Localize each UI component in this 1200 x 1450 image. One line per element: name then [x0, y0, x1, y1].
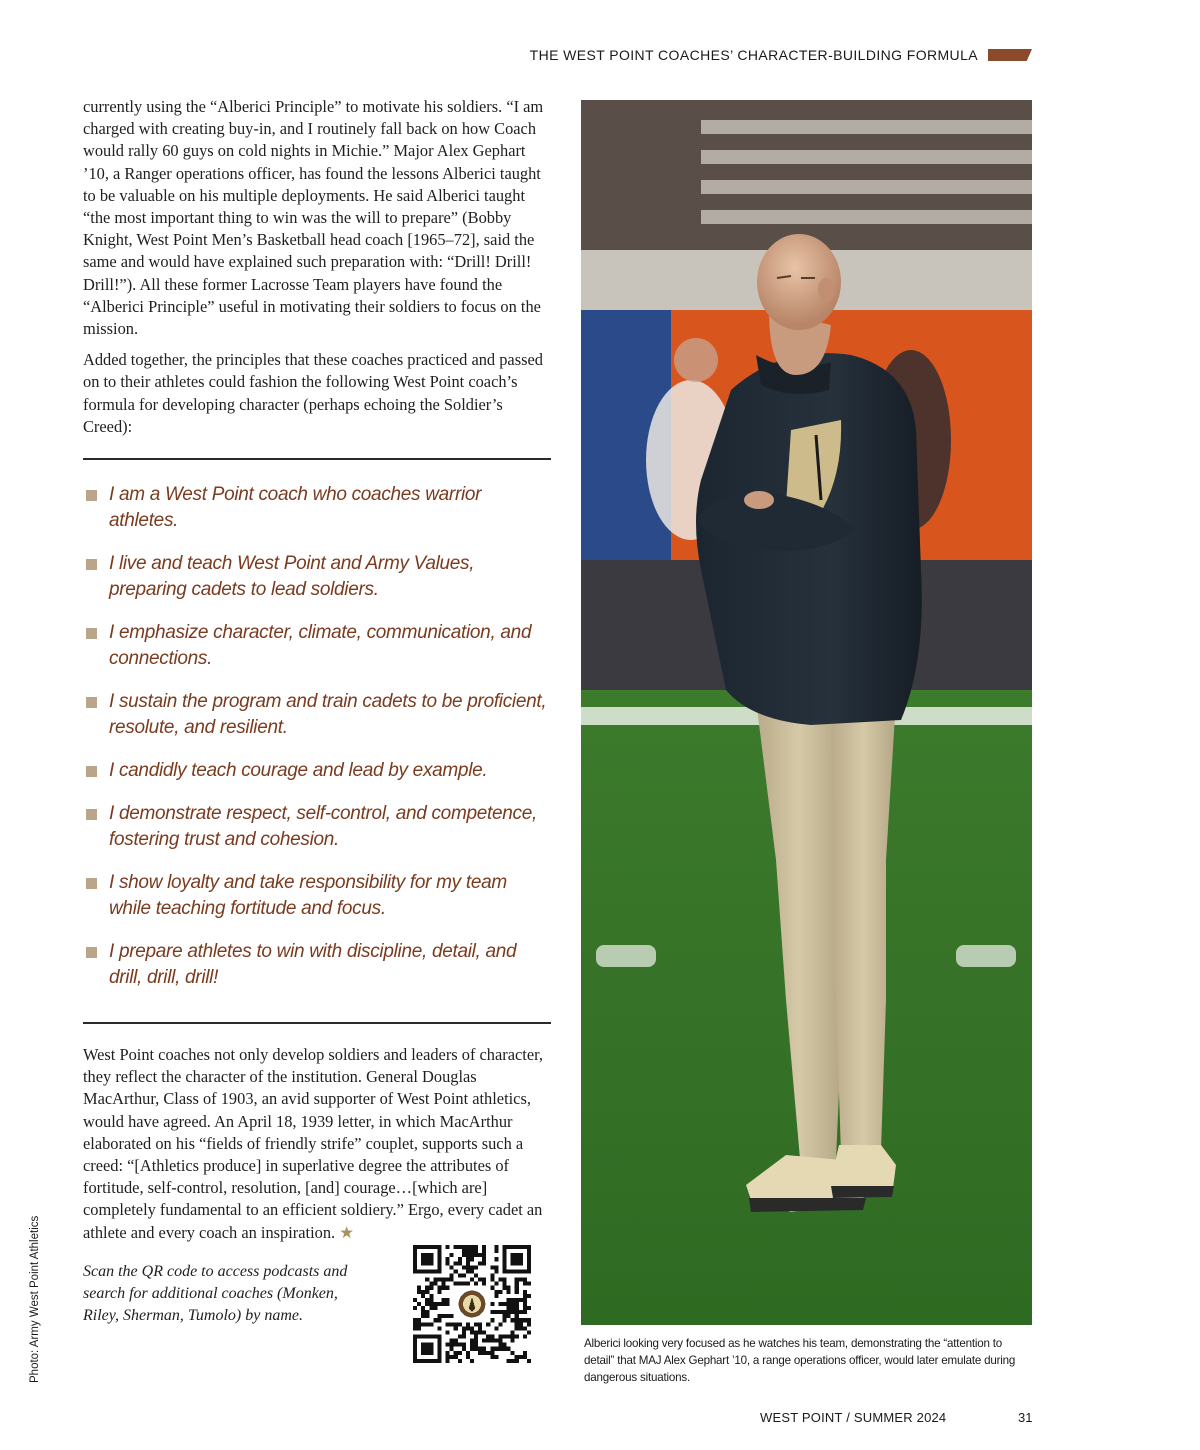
creed-item-text: I sustain the program and train cadets to be proficient, resolute, and resilient. — [109, 691, 547, 739]
article-column — [83, 96, 551, 1363]
creed-item — [83, 551, 551, 603]
creed-item-text: I am a West Point coach who coaches warrior athletes. — [109, 484, 482, 532]
square-bullet-icon — [86, 490, 97, 501]
qr-instruction: Scan the QR code to access podcasts and search for additional coaches (Monken, Riley, Sherman, Tumolo) by name. — [83, 1262, 348, 1325]
creed-item — [83, 689, 551, 741]
coach-photo-illustration — [581, 100, 1032, 1325]
qr-code-icon[interactable] — [413, 1245, 531, 1363]
creed-item-text: I live and teach West Point and Army Values, preparing cadets to lead soldiers. — [109, 553, 475, 601]
footer-publication: WEST POINT / SUMMER 2024 — [760, 1410, 947, 1425]
article-paragraph-3 — [83, 1044, 551, 1244]
square-bullet-icon — [86, 697, 97, 708]
running-header-title: THE WEST POINT COACHES’ CHARACTER-BUILDING FORMULA — [529, 47, 978, 63]
creed-item — [83, 620, 551, 672]
creed-item-text: I candidly teach courage and lead by example. — [109, 760, 488, 782]
coach-photo — [581, 100, 1032, 1325]
square-bullet-icon — [86, 559, 97, 570]
photo-credit: Photo: Army West Point Athletics — [29, 1215, 41, 1383]
running-header — [530, 47, 1032, 63]
coach-creed-list — [83, 460, 551, 1022]
page-number: 31 — [1018, 1410, 1033, 1425]
square-bullet-icon — [86, 947, 97, 958]
creed-bottom-rule — [83, 1022, 551, 1024]
creed-item — [83, 801, 551, 853]
header-accent-bar — [988, 49, 1032, 61]
creed-item — [83, 870, 551, 922]
article-paragraph-1: currently using the “Alberici Principle” to motivate his soldiers. “I am charged with creating buy-in, and I routinely fall back on how Coach would rally 60 guys on cold nights in Michie.” Major Alex Gephart ’10, a Ranger operations officer, has found the lessons Alberici taught to be valuable on his multiple deployments. He said Alberici taught “the most important thing to win was the will to prepare” (Bobby Knight, West Point Men’s Basketball head coach [1965–72], said the same and would have explained such preparation with: “Drill! Drill! Drill!”). All these former Lacrosse Team players have found the “Alberici Principle” useful in motivating their soldiers to focus on the mission. — [83, 97, 544, 339]
article-paragraph-2: Added together, the principles that these coaches practiced and passed on to their athletes could fashion the following West Point coach’s formula for developing character (perhaps echoing the Soldier’s Creed): — [83, 350, 543, 436]
article-paragraph-3-text: West Point coaches not only develop soldiers and leaders of character, they reflect the character of the institution. General Douglas MacArthur, Class of 1903, an avid supporter of West Point athletics, would have agreed. An April 18, 1939 letter, in which MacArthur elaborated on his “fields of friendly strife” couplet, supports such a creed: “[Athletics produce] in superlative degree the attributes of fortitude, self-control, resolution, [and] courage…[which are] completely fundamental to an efficient soldiery.” Ergo, every cadet an athlete and every coach an inspiration. — [83, 1045, 543, 1242]
creed-item-text: I demonstrate respect, self-control, and competence, fostering trust and cohesion. — [109, 803, 537, 851]
creed-item-text: I emphasize character, climate, communication, and connections. — [109, 622, 532, 670]
square-bullet-icon — [86, 766, 97, 777]
square-bullet-icon — [86, 878, 97, 889]
creed-item — [83, 939, 551, 991]
creed-item — [83, 758, 551, 784]
creed-item-text: I prepare athletes to win with discipline, detail, and drill, drill, drill! — [109, 941, 517, 989]
square-bullet-icon — [86, 809, 97, 820]
photo-caption: Alberici looking very focused as he watches his team, demonstrating the “attention to detail” that MAJ Alex Gephart ’10, a range operations officer, would later emulate during dangerous situations. — [584, 1337, 1016, 1384]
qr-section — [83, 1253, 551, 1363]
creed-item-text: I show loyalty and take responsibility for my team while teaching fortitude and focus. — [109, 872, 507, 920]
square-bullet-icon — [86, 628, 97, 639]
end-star-icon: ★ — [339, 1222, 354, 1242]
creed-item — [83, 482, 551, 534]
